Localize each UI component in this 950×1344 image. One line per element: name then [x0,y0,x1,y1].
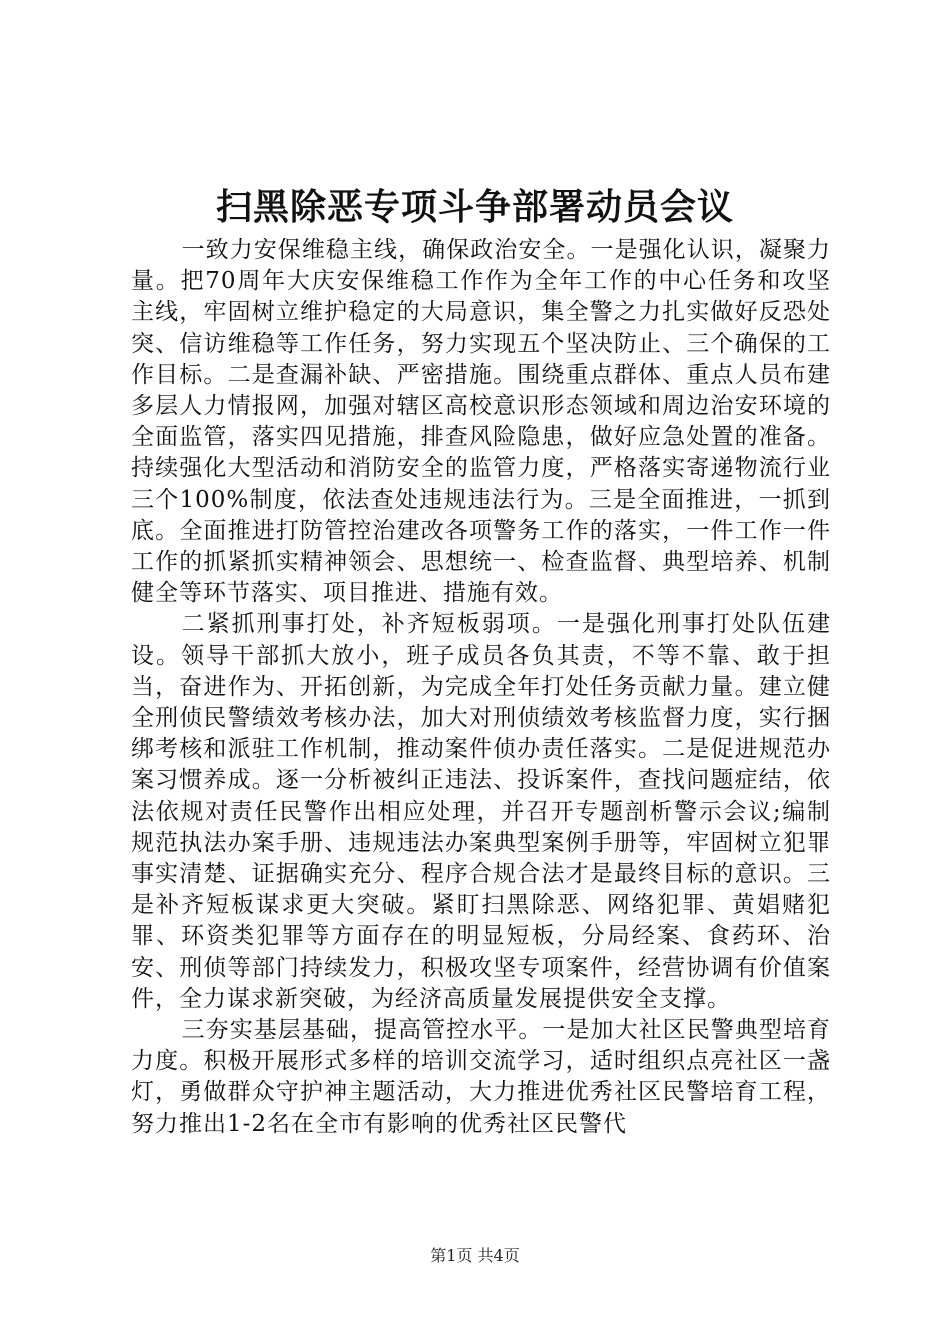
document-title: 扫黑除恶专项斗争部署动员会议 [215,187,734,228]
paragraph-3: 三夯实基层基础，提高管控水平。一是加大社区民警典型培育力度。积极开展形式多样的培训交流学习，适时组织点亮社区一盏灯，勇做群众守护神主题活动，大力推进优秀社区民警培育工程，努力推出1-2名在全市有影响的优秀社区民警代 [131,1017,831,1137]
paragraph-1: 一致力安保维稳主线，确保政治安全。一是强化认识，凝聚力量。把70周年大庆安保维稳工作作为全年工作的中心任务和攻坚主线，牢固树立维护稳定的大局意识，集全警之力扎实做好反恐处突、信访维稳等工作任务，努力实现五个坚决防止、三个确保的工作目标。二是查漏补缺、严密措施。围绕重点群体、重点人员布建多层人力情报网，加强对辖区高校意识形态领域和周边治安环境的全面监管，落实四见措施，排查风险隐患，做好应急处置的准备。持续强化大型活动和消防安全的监管力度，严格落实寄递物流行业三个100%制度，依法查处违规违法行为。三是全面推进，一抓到底。全面推进打防管控治建改各项警务工作的落实，一件工作一件工作的抓紧抓实精神领会、思想统一、检查监督、典型培养、机制健全等环节落实、项目推进、措施有效。 [131,237,831,607]
paragraph-2: 二紧抓刑事打处，补齐短板弱项。一是强化刑事打处队伍建设。领导干部抓大放小，班子成员各负其责，不等不靠、敢于担当，奋进作为、开拓创新，为完成全年打处任务贡献力量。建立健全刑侦民警绩效考核办法，加大对刑侦绩效考核监督力度，实行捆绑考核和派驻工作机制，推动案件侦办责任落实。二是促进规范办案习惯养成。逐一分析被纠正违法、投诉案件，查找问题症结，依法依规对责任民警作出相应处理，并召开专题剖析警示会议;编制规范执法办案手册、违规违法办案典型案例手册等，牢固树立犯罪事实清楚、证据确实充分、程序合规合法才是最终目标的意识。三是补齐短板谋求更大突破。紧盯扫黑除恶、网络犯罪、黄娼赌犯罪、环资类犯罪等方面存在的明显短板，分局经案、食药环、治安、刑侦等部门持续发力，积极攻坚专项案件，经营协调有价值案件，全力谋求新突破，为经济高质量发展提供安全支撑。 [131,611,831,1012]
page-number-footer: 第1页 共4页 [430,1246,520,1265]
document-body [131,235,831,1140]
